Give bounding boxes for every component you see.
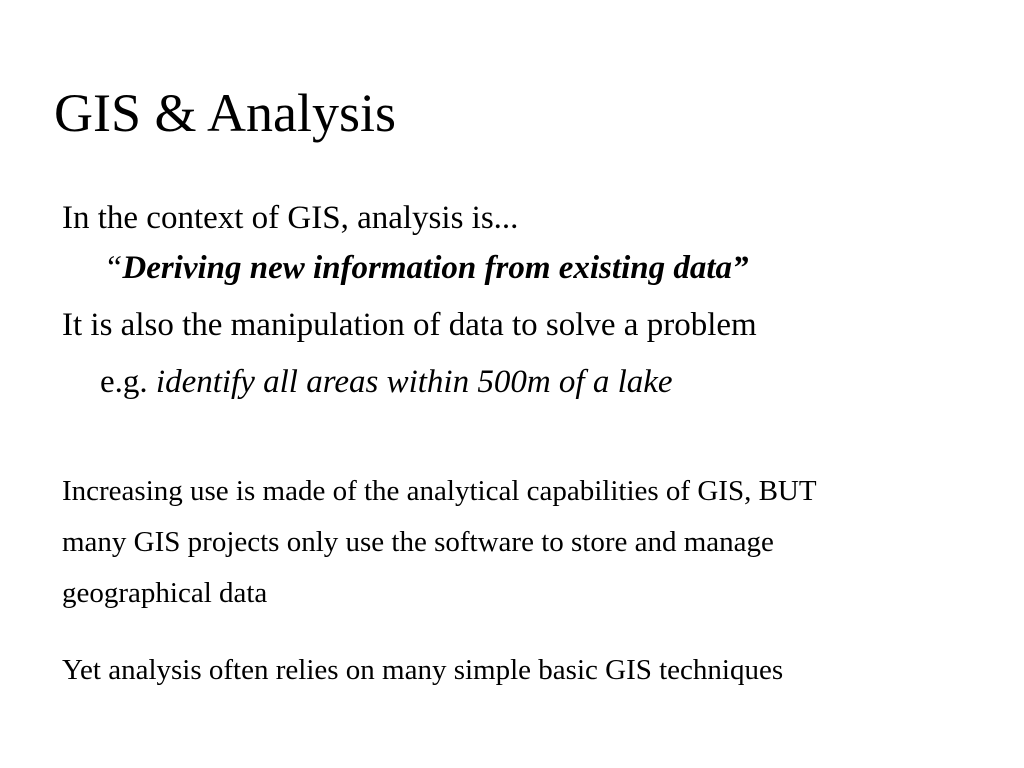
manipulation-text: It is also the manipulation of data to solve a problem (62, 307, 757, 343)
definition-text: Deriving new information from existing data” (122, 250, 749, 286)
slide-title: GIS & Analysis (54, 83, 397, 143)
example-prefix: e.g. (100, 364, 156, 400)
closing-text: Yet analysis often relies on many simple basic GIS techniques (62, 654, 784, 686)
usage-line-2: many GIS projects only use the software to store and manage (62, 526, 774, 558)
quote-open-mark: “ (104, 250, 123, 286)
usage-line-3: geographical data (62, 577, 268, 609)
example-text: identify all areas within 500m of a lake (155, 364, 673, 400)
example-line (100, 360, 673, 404)
usage-line-1: Increasing use is made of the analytical capabilities of GIS, BUT (62, 475, 817, 507)
intro-text: In the context of GIS, analysis is... (62, 200, 519, 236)
definition-quote (104, 246, 749, 290)
usage-paragraph (62, 466, 1002, 619)
